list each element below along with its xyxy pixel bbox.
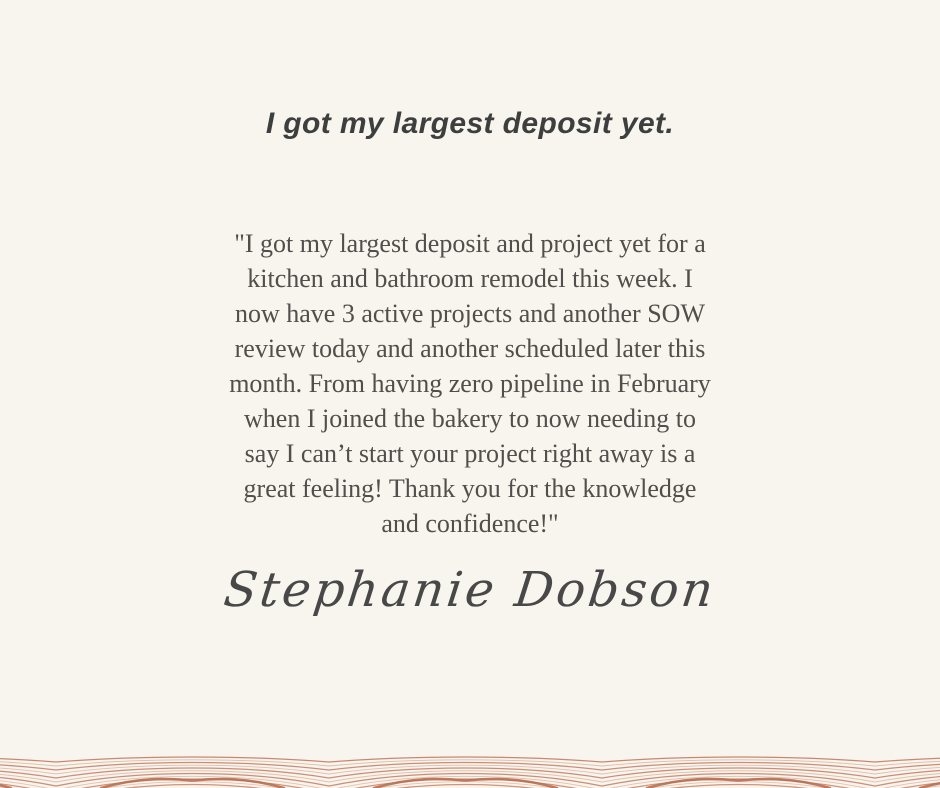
quote-line: "I got my largest deposit and project yet for a	[234, 229, 706, 258]
headline: I got my largest deposit yet.	[265, 107, 675, 140]
signature: Stephanie Dobson	[220, 562, 720, 618]
quote-line: month. From having zero pipeline in February	[229, 369, 711, 398]
testimonial-quote	[0, 226, 940, 541]
quote-line: and confidence!"	[381, 509, 559, 538]
wave-pattern-decoration	[0, 752, 940, 788]
quote-line: now have 3 active projects and another SOW	[234, 299, 705, 328]
quote-line: review today and another scheduled later this	[234, 334, 706, 363]
quote-line: great feeling! Thank you for the knowledge	[243, 474, 697, 503]
quote-line: say I can’t start your project right away is a	[244, 439, 696, 468]
quote-line: when I joined the bakery to now needing to	[244, 404, 696, 433]
quote-line: kitchen and bathroom remodel this week. I	[247, 264, 693, 293]
wave-pattern-fill	[0, 752, 940, 788]
